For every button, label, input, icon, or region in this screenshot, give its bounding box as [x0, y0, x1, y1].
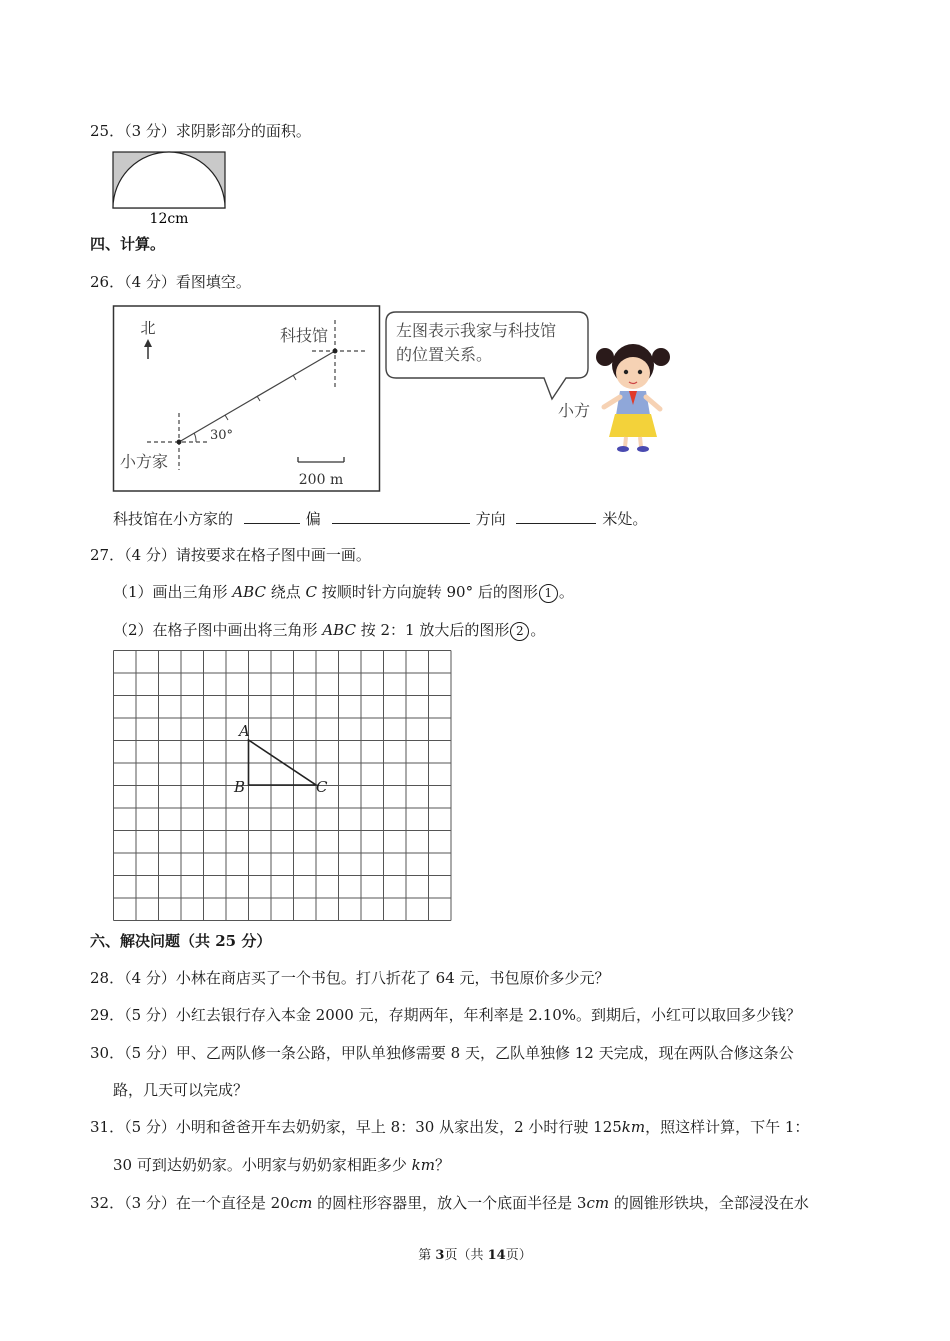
circled-number-2: 2: [510, 622, 529, 641]
label-a: A: [239, 722, 250, 740]
q27-sub1: （1）画出三角形 ABC 绕点 C 按顺时针方向旋转 90° 后的图形 1 。: [113, 583, 574, 601]
q28-text: 28．（4 分）小林在商店买了一个书包。打八折花了 64 元，书包原价多少元？: [90, 969, 610, 987]
home-label: 小方家: [119, 452, 169, 471]
section-4-heading: 四、计算。: [90, 235, 166, 253]
q26-fill-line: 科技馆在小方家的 偏 方向 米处。: [113, 510, 648, 528]
q31-line-1: 31．（5 分）小明和爸爸开车去奶奶家，早上 8：30 从家出发，2 小时行驶 125km，照这样计算，下午 1：: [90, 1118, 810, 1136]
q25-length-label: 12cm: [149, 211, 189, 227]
q32-text: 32．（3 分）在一个直径是 20cm 的圆柱形容器里，放入一个底面半径是 3cm 的圆锥形铁块，全部浸没在水: [90, 1194, 809, 1212]
bubble-line-1: 左图表示我家与科技馆: [396, 321, 557, 340]
scale-label: 200 m: [298, 472, 344, 488]
bubble-line-2: 的位置关系。: [396, 345, 493, 364]
q25-text: 25．（3 分）求阴影部分的面积。: [90, 122, 311, 140]
girl-illustration: [596, 344, 670, 452]
q30-line-1: 30．（5 分）甲、乙两队修一条公路，甲队单独修需要 8 天，乙队单独修 12 天完成，现在两队合修这条公: [90, 1044, 794, 1062]
angle-label: 30°: [210, 428, 234, 443]
label-c: C: [316, 778, 328, 796]
north-label: 北: [140, 319, 156, 337]
q26-figure: [112, 305, 672, 495]
q27-sub2: （2）在格子图中画出将三角形 ABC 按 2：1 放大后的图形 2 。: [113, 621, 546, 639]
blank-angle[interactable]: [332, 508, 470, 524]
q29-text: 29．（5 分）小红去银行存入本金 2000 元，存期两年，年利率是 2.10%。到期后，小红可以取回多少钱？: [90, 1006, 802, 1024]
total-pages: 14: [487, 1248, 506, 1263]
label-b: B: [234, 778, 246, 796]
q27-grid-figure[interactable]: [112, 649, 454, 923]
circled-number-1: 1: [539, 584, 558, 603]
girl-name: 小方: [557, 401, 591, 420]
page-number: 3: [435, 1248, 445, 1263]
blank-distance[interactable]: [516, 508, 596, 524]
q26-text: 26．（4 分）看图填空。: [90, 273, 251, 291]
section-6-heading: 六、解决问题（共 25 分）: [90, 932, 272, 950]
museum-label: 科技馆: [279, 326, 329, 345]
q30-line-2: 路，几天可以完成？: [113, 1081, 249, 1099]
q27-text: 27．（4 分）请按要求在格子图中画一画。: [90, 546, 371, 564]
q25-figure: [112, 150, 228, 230]
blank-direction-1[interactable]: [244, 508, 300, 524]
page-footer: 第 3页（共 14页）: [418, 1248, 532, 1263]
q31-line-2: 30 可到达奶奶家。小明家与奶奶家相距多少 km？: [113, 1156, 450, 1174]
